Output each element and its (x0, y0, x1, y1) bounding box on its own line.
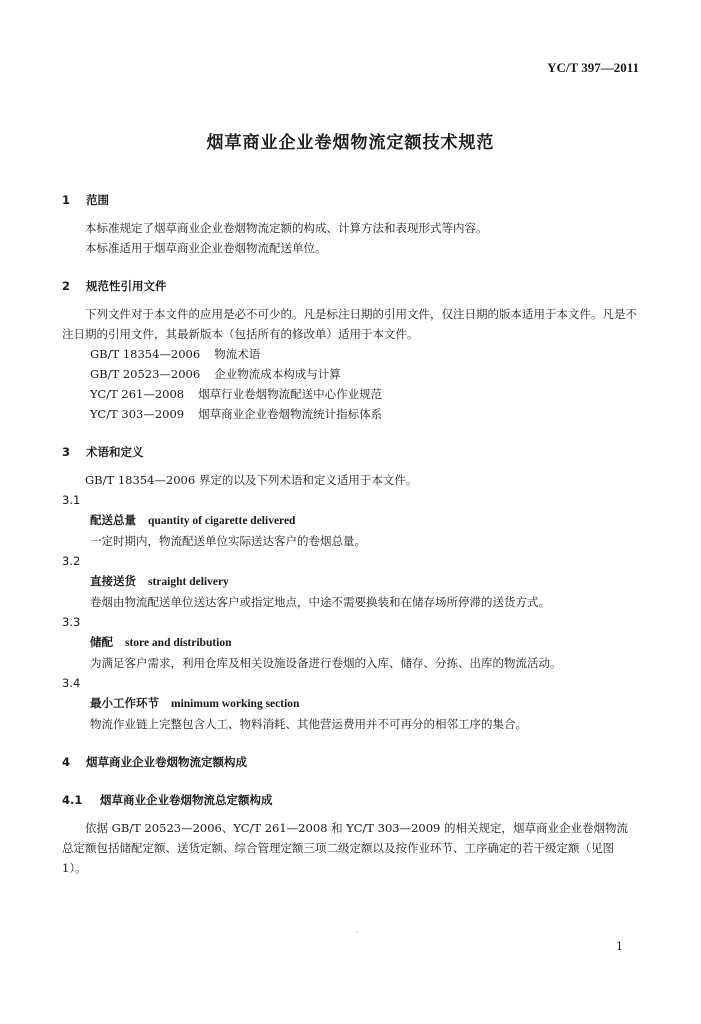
term-number: 3.3 (62, 615, 81, 629)
term-chinese: 最小工作环节 (90, 696, 159, 710)
term-number: 3.4 (62, 676, 81, 690)
document-code: YC/T 397—2011 (547, 60, 639, 75)
term-chinese: 配送总量 (90, 513, 136, 527)
term-entry (90, 632, 639, 653)
scan-mark: · (356, 928, 359, 937)
section-number: 3 (62, 445, 71, 459)
section-3-heading (62, 442, 639, 462)
paragraph: 下列文件对于本文件的应用是必不可少的。凡是标注日期的引用文件，仅注日期的版本适用于本文件。凡是不注日期的引用文件，其最新版本（包括所有的修改单）适用于本文件。 (62, 307, 637, 341)
section-title: 范围 (86, 193, 110, 207)
section-number: 1 (62, 193, 71, 207)
term-number: 3.1 (62, 493, 81, 507)
normative-reference (90, 384, 639, 404)
term-definition: 卷烟由物流配送单位送达客户或指定地点，中途不需要换装和在储存场所停滞的送货方式。 (90, 595, 550, 609)
subsection-number: 4.1 (62, 793, 83, 807)
term-number: 3.2 (62, 554, 81, 568)
reference-code: GB/T 18354—2006 (90, 347, 201, 361)
section-number: 4 (62, 755, 71, 769)
paragraph: 本标准适用于烟草商业企业卷烟物流配送单位。 (85, 241, 327, 255)
section-title: 烟草商业企业卷烟物流定额构成 (86, 755, 248, 769)
reference-title: 烟草行业卷烟物流配送中心作业规范 (198, 387, 383, 401)
term-entry (90, 571, 639, 592)
document-body (62, 180, 639, 878)
paragraph: 本标准规定了烟草商业企业卷烟物流定额的构成、计算方法和表现形式等内容。 (85, 221, 488, 235)
term-entry (90, 693, 639, 714)
term-chinese: 直接送货 (90, 574, 136, 588)
document-title: 烟草商业企业卷烟物流定额技术规范 (206, 133, 495, 153)
paragraph: GB/T 18354—2006 界定的以及下列术语和定义适用于本文件。 (85, 473, 418, 487)
term-english: minimum working section (171, 698, 300, 710)
reference-code: GB/T 20523—2006 (90, 367, 201, 381)
reference-code: YC/T 303—2009 (90, 407, 185, 421)
term-english: store and distribution (125, 637, 232, 649)
normative-reference (90, 344, 639, 364)
section-4-heading (62, 752, 639, 772)
term-english: straight delivery (148, 576, 229, 588)
subsection-title: 烟草商业企业卷烟物流总定额构成 (100, 793, 273, 807)
paragraph: 依据 GB/T 20523—2006、YC/T 261—2008 和 YC/T 303—2009 的相关规定，烟草商业企业卷烟物流总定额包括储配定额、送货定额、综合管理定额三项二级定额以及按作业环节、工序确定的若干级定额（见图 1）。 (62, 821, 629, 875)
section-1-heading (62, 190, 639, 210)
term-definition: 物流作业链上完整包含人工、物料消耗、其他营运费用并不可再分的相邻工序的集合。 (90, 717, 527, 731)
reference-title: 企业物流成本构成与计算 (214, 367, 341, 381)
term-english: quantity of cigarette delivered (148, 515, 296, 527)
subsection-4-1-heading (62, 790, 639, 810)
normative-reference (90, 364, 639, 384)
reference-title: 物流术语 (214, 347, 261, 361)
term-entry (90, 510, 639, 531)
section-title: 规范性引用文件 (86, 279, 167, 293)
section-number: 2 (62, 279, 71, 293)
page-number: 1 (616, 940, 623, 953)
section-title: 术语和定义 (86, 445, 144, 459)
term-definition: 一定时期内，物流配送单位实际送达客户的卷烟总量。 (90, 534, 366, 548)
normative-reference (90, 404, 639, 424)
reference-code: YC/T 261—2008 (90, 387, 185, 401)
section-2-heading (62, 276, 639, 296)
reference-title: 烟草商业企业卷烟物流统计指标体系 (198, 407, 383, 421)
term-chinese: 储配 (90, 635, 113, 649)
term-definition: 为满足客户需求，利用仓库及相关设施设备进行卷烟的入库、储存、分拣、出库的物流活动。 (90, 656, 562, 670)
